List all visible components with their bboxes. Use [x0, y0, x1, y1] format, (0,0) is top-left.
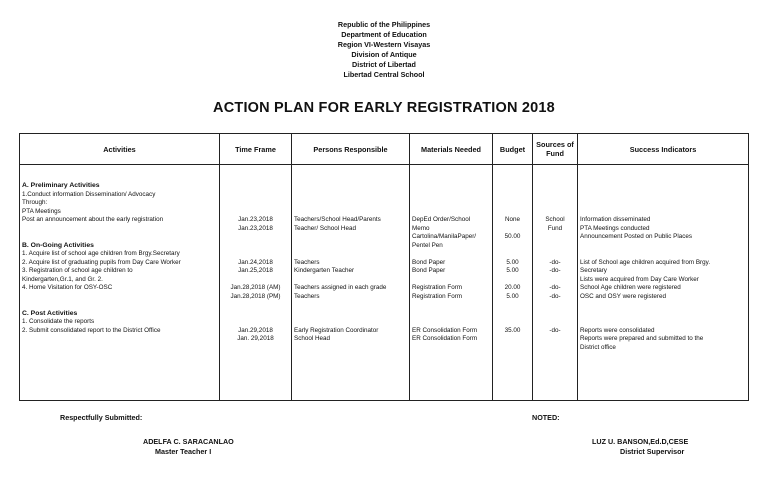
budget-line — [495, 310, 530, 319]
noter-name: LUZ U. BANSON,Ed.D,CESE — [592, 437, 689, 446]
activities-line: Post an announcement about the early registration — [22, 216, 164, 223]
column-header: Success Indicators — [578, 134, 749, 165]
activities-line: PTA Meetings — [22, 207, 61, 215]
time-frame-line — [222, 191, 289, 200]
time-frame-line — [222, 310, 289, 319]
indicators-line — [580, 301, 746, 310]
column-header: Materials Needed — [410, 134, 493, 165]
materials-line — [412, 318, 490, 327]
letterhead-line: Department of Education — [341, 30, 427, 39]
time-frame-line: Jan.29,2018 — [238, 326, 273, 334]
materials-line — [412, 250, 490, 259]
materials-line — [412, 310, 490, 319]
indicators-line — [580, 310, 746, 319]
budget-line — [495, 165, 530, 174]
budget-line — [495, 199, 530, 208]
persons-line — [294, 174, 407, 183]
indicators-line — [580, 208, 746, 217]
persons-line — [294, 242, 407, 251]
activities-line: 1. Acquire list of school age children from Brgy.Secretary — [22, 250, 180, 257]
sources-line: -do- — [549, 258, 561, 266]
sources-line — [535, 242, 575, 251]
time-frame-line — [222, 208, 289, 217]
persons-line: Teachers — [294, 292, 320, 300]
indicators-line: Information disseminated — [580, 216, 651, 223]
persons-line — [294, 318, 407, 327]
time-frame-line: Jan.28,2018 (AM) — [230, 284, 281, 291]
indicators-line: Reports were prepared and submitted to the — [580, 335, 704, 342]
activities-line — [22, 301, 217, 310]
indicators-line — [580, 318, 746, 327]
activities-line — [22, 233, 217, 242]
indicators-line: Lists were acquired from Day Care Worker — [580, 275, 699, 283]
sources-line: -do- — [549, 326, 561, 334]
activities-line: 2. Submit consolidated report to the District Office — [22, 326, 161, 334]
sources-line — [535, 208, 575, 217]
budget-line — [495, 242, 530, 251]
sources-line — [535, 318, 575, 327]
budget-line — [495, 318, 530, 327]
persons-line: Kindergarten Teacher — [294, 267, 355, 274]
indicators-line — [580, 165, 746, 174]
time-frame-line: Jan.25,2018 — [238, 267, 273, 274]
activities-line — [22, 293, 217, 302]
sources-line — [535, 174, 575, 183]
sources-line: -do- — [549, 292, 561, 300]
sources-line: -do- — [549, 284, 561, 291]
activities-line: Through: — [22, 199, 48, 206]
persons-cell — [292, 165, 410, 401]
sources-line — [535, 191, 575, 200]
materials-line: Memo — [412, 224, 430, 232]
budget-line — [495, 182, 530, 191]
indicators-line: School Age children were registered — [580, 284, 681, 291]
persons-line — [294, 233, 407, 242]
budget-line: None — [504, 216, 521, 223]
materials-line: Registration Form — [412, 292, 463, 300]
budget-line — [495, 225, 530, 234]
budget-line: 5.00 — [506, 258, 519, 266]
sources-line — [535, 165, 575, 174]
materials-line — [412, 182, 490, 191]
indicators-line: Announcement Posted on Public Places — [580, 233, 693, 240]
sources-line: Fund — [547, 224, 563, 232]
time-frame-line: Jan. 29,2018 — [237, 335, 274, 342]
persons-line: Teachers assigned in each grade — [294, 284, 387, 291]
budget-line: 50.00 — [504, 233, 521, 240]
materials-line — [412, 191, 490, 200]
table-row — [20, 165, 749, 401]
indicators-line: Reports were consolidated — [580, 326, 655, 334]
persons-line — [294, 250, 407, 259]
column-header: Sources of Fund — [533, 134, 578, 165]
activities-line: 1. Consolidate the reports — [22, 318, 95, 325]
sources-line: -do- — [549, 267, 561, 274]
letterhead-line: Region VI-Western Visayas — [337, 40, 431, 49]
budget-line: 5.00 — [506, 292, 519, 300]
indicators-cell — [578, 165, 749, 401]
sources-line: School — [545, 216, 565, 223]
persons-line — [294, 208, 407, 217]
persons-line — [294, 191, 407, 200]
materials-line — [412, 276, 490, 285]
indicators-line — [580, 182, 746, 191]
persons-line: School Head — [294, 335, 331, 342]
sources-line — [535, 250, 575, 259]
activities-line: 3. Registration of school age children to — [22, 267, 133, 274]
budget-line — [495, 208, 530, 217]
indicators-line: List of School age children acquired from Brgy. — [580, 258, 711, 266]
budget-line: 20.00 — [504, 284, 521, 291]
activities-line — [22, 165, 217, 174]
time-frame-line — [222, 182, 289, 191]
letterhead-line: Libertad Central School — [343, 70, 425, 79]
submitter-title: Master Teacher I — [155, 447, 212, 456]
time-frame-line — [222, 250, 289, 259]
budget-line — [495, 250, 530, 259]
letterhead-line: Republic of the Philippines — [337, 20, 431, 29]
materials-line — [412, 199, 490, 208]
indicators-line — [580, 191, 746, 200]
time-frame-line — [222, 318, 289, 327]
indicators-line: Secretary — [580, 267, 607, 274]
indicators-line — [580, 242, 746, 251]
noted-label: NOTED: — [532, 413, 560, 422]
persons-line — [294, 182, 407, 191]
activities-line: 2. Acquire list of graduating pupils from Day Care Worker — [22, 258, 181, 266]
time-frame-line — [222, 199, 289, 208]
action-plan-table — [19, 133, 749, 401]
indicators-line — [580, 174, 746, 183]
persons-line: Early Registration Coordinator — [294, 326, 379, 334]
budget-line — [495, 191, 530, 200]
materials-line: Cartolina/ManilaPaper/ — [412, 233, 477, 240]
activities-line: 1.Conduct information Dissemination/ Advocacy — [22, 190, 156, 198]
time-frame-line — [222, 174, 289, 183]
indicators-line: PTA Meetings conducted — [580, 224, 650, 232]
materials-line — [412, 165, 490, 174]
column-header: Budget — [493, 134, 533, 165]
column-header: Persons Responsible — [292, 134, 410, 165]
indicators-line: District office — [580, 343, 616, 351]
persons-line: Teachers — [294, 258, 320, 266]
column-header: Time Frame — [220, 134, 292, 165]
sources-line — [535, 301, 575, 310]
budget-line: 35.00 — [504, 326, 521, 334]
sources-cell — [533, 165, 578, 401]
materials-line: ER Consolidation Form — [412, 326, 478, 334]
materials-line: Registration Form — [412, 284, 463, 291]
activities-cell — [20, 165, 220, 401]
time-frame-line: Jan.23,2018 — [238, 224, 273, 232]
time-frame-line: Jan.28,2018 (PM) — [230, 292, 281, 300]
activities-line — [22, 174, 217, 183]
materials-line — [412, 174, 490, 183]
activities-line: C. Post Activities — [22, 309, 78, 317]
budget-line — [495, 276, 530, 285]
sources-line — [535, 310, 575, 319]
activities-line: B. On-Going Activities — [22, 241, 94, 249]
time-frame-line — [222, 165, 289, 174]
materials-line — [412, 301, 490, 310]
materials-cell — [410, 165, 493, 401]
budget-line — [495, 301, 530, 310]
materials-line: Pentel Pen — [412, 241, 443, 249]
letterhead-line: Division of Antique — [351, 50, 417, 59]
sources-line — [535, 199, 575, 208]
time-frame-cell — [220, 165, 292, 401]
sources-line — [535, 182, 575, 191]
persons-line — [294, 199, 407, 208]
indicators-line: OSC and OSY were registered — [580, 292, 666, 300]
materials-line: Bond Paper — [412, 258, 446, 266]
sources-line — [535, 233, 575, 242]
activities-line: Kindergarten,Gr.1, and Gr. 2. — [22, 275, 103, 283]
budget-line: 5.00 — [506, 267, 519, 274]
document-title: ACTION PLAN FOR EARLY REGISTRATION 2018 — [213, 100, 555, 116]
sources-line — [535, 276, 575, 285]
time-frame-line: Jan.24,2018 — [238, 258, 273, 266]
budget-line — [495, 174, 530, 183]
time-frame-line — [222, 233, 289, 242]
activities-line: A. Preliminary Activities — [22, 182, 100, 189]
persons-line: Teacher/ School Head — [294, 224, 356, 232]
column-header: Activities — [20, 134, 220, 165]
persons-line — [294, 276, 407, 285]
time-frame-line: Jan.23,2018 — [238, 216, 273, 223]
materials-line — [412, 208, 490, 217]
persons-line — [294, 310, 407, 319]
indicators-line — [580, 199, 746, 208]
activities-line — [22, 225, 217, 234]
persons-line — [294, 301, 407, 310]
budget-cell — [493, 165, 533, 401]
time-frame-line — [222, 242, 289, 251]
letterhead — [0, 20, 768, 80]
persons-line: Teachers/School Head/Parents — [294, 216, 381, 223]
letterhead-line: District of Libertad — [352, 60, 416, 69]
time-frame-line — [222, 301, 289, 310]
submitted-label: Respectfully Submitted: — [60, 413, 143, 422]
submitter-name: ADELFA C. SARACANLAO — [143, 437, 234, 446]
indicators-line — [580, 250, 746, 259]
activities-line: 4. Home Visitation for OSY-OSC — [22, 284, 113, 291]
materials-line: Bond Paper — [412, 267, 446, 274]
table-header-row — [20, 134, 749, 165]
persons-line — [294, 165, 407, 174]
materials-line: DepEd Order/School — [412, 216, 471, 223]
noter-title: District Supervisor — [620, 447, 685, 456]
time-frame-line — [222, 276, 289, 285]
materials-line: ER Consolidation Form — [412, 335, 478, 342]
